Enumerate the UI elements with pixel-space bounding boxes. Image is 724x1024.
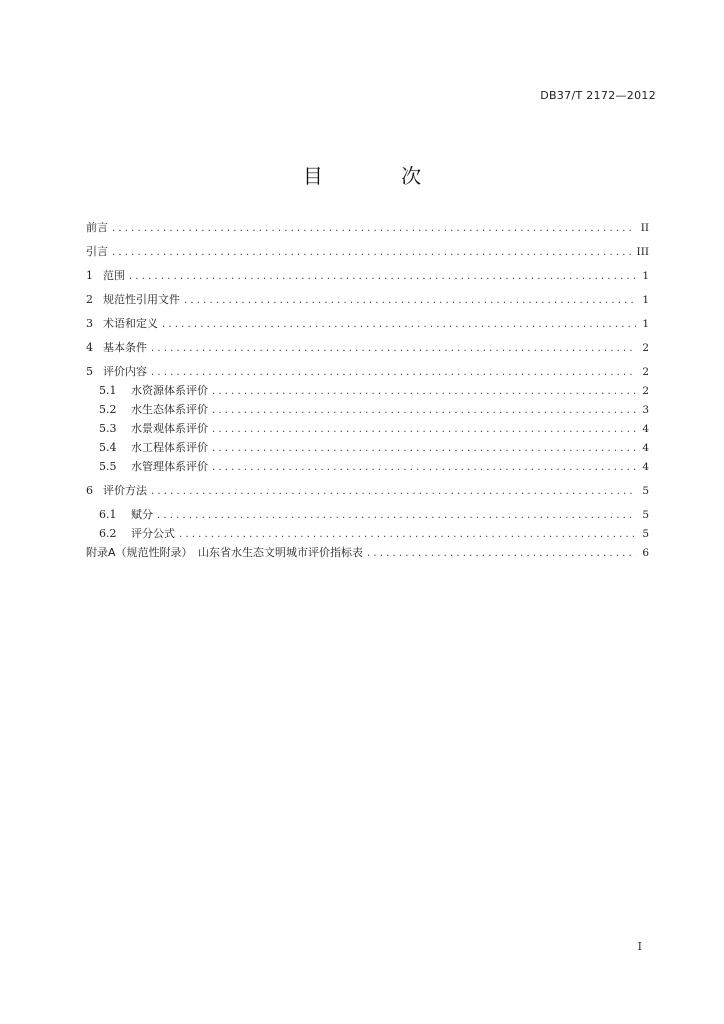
- toc-number: 3: [86, 317, 93, 330]
- toc-page-number: 1: [642, 270, 649, 282]
- toc-leader-dots: [212, 420, 636, 439]
- toc-page-number: 1: [642, 294, 649, 306]
- toc-entry-terms-definitions[interactable]: [86, 314, 649, 333]
- toc-entry-introduction[interactable]: [86, 242, 649, 261]
- toc-label: 附录A（规范性附录） 山东省水生态文明城市评价指标表: [86, 546, 364, 559]
- toc-label: 引言: [86, 245, 108, 258]
- toc-label: 基本条件: [103, 341, 147, 354]
- toc-entry-foreword[interactable]: [86, 218, 649, 237]
- toc-label: 评价方法: [103, 484, 147, 497]
- toc-number: 5: [86, 365, 93, 378]
- toc-number: 6.1: [99, 508, 117, 521]
- toc-number: 6: [86, 484, 93, 497]
- toc-leader-dots: [151, 363, 636, 382]
- toc-label: 术语和定义: [103, 317, 158, 330]
- toc-entry-5-2[interactable]: [86, 400, 649, 419]
- page-title: 目 次: [302, 164, 458, 188]
- toc-leader-dots: [151, 339, 636, 358]
- toc-leader-dots: [112, 219, 636, 238]
- toc-label: 水资源体系评价: [131, 384, 208, 397]
- table-of-contents: [86, 218, 649, 562]
- toc-leader-dots: [367, 544, 636, 563]
- toc-number: 5.3: [99, 422, 117, 435]
- footer-page-number: I: [637, 940, 642, 953]
- standard-code: DB37/T 2172—2012: [540, 89, 656, 102]
- toc-leader-dots: [129, 267, 636, 286]
- toc-page-number: 3: [642, 404, 649, 416]
- toc-entry-5-5[interactable]: [86, 457, 649, 476]
- toc-entry-basic-conditions[interactable]: [86, 338, 649, 357]
- toc-label: 规范性引用文件: [103, 293, 180, 306]
- toc-label: 评价内容: [103, 365, 147, 378]
- toc-entry-evaluation-method[interactable]: [86, 481, 649, 500]
- toc-page-number: 6: [642, 547, 649, 559]
- toc-entry-6-1[interactable]: [86, 505, 649, 524]
- toc-page-number: 4: [642, 423, 649, 435]
- toc-number: 5.1: [99, 384, 117, 397]
- toc-label: 赋分: [131, 508, 153, 521]
- toc-leader-dots: [212, 382, 636, 401]
- toc-leader-dots: [212, 439, 636, 458]
- toc-page-number: 1: [642, 318, 649, 330]
- toc-label: 水生态体系评价: [131, 403, 208, 416]
- toc-number: 1: [86, 269, 93, 282]
- toc-label: 评分公式: [131, 527, 175, 540]
- toc-leader-dots: [184, 291, 636, 310]
- toc-number: 6.2: [99, 527, 117, 540]
- toc-label: 范围: [103, 269, 125, 282]
- toc-entry-5-4[interactable]: [86, 438, 649, 457]
- toc-page-number: 5: [642, 509, 649, 521]
- toc-page-number: III: [636, 246, 649, 258]
- toc-entry-6-2[interactable]: [86, 524, 649, 543]
- toc-leader-dots: [212, 458, 636, 477]
- toc-number: 5.2: [99, 403, 117, 416]
- toc-entry-appendix-a[interactable]: [86, 543, 649, 562]
- toc-label: 水管理体系评价: [131, 460, 208, 473]
- toc-leader-dots: [162, 315, 636, 334]
- toc-leader-dots: [212, 401, 636, 420]
- toc-page-number: 5: [642, 485, 649, 497]
- toc-number: 4: [86, 341, 93, 354]
- toc-entry-5-1[interactable]: [86, 381, 649, 400]
- toc-entry-normative-references[interactable]: [86, 290, 649, 309]
- toc-label: 水工程体系评价: [131, 441, 208, 454]
- toc-leader-dots: [112, 243, 632, 262]
- toc-entry-evaluation-content[interactable]: [86, 362, 649, 381]
- toc-page-number: 5: [642, 528, 649, 540]
- toc-number: 5.4: [99, 441, 117, 454]
- toc-page-number: II: [640, 222, 649, 234]
- toc-entry-5-3[interactable]: [86, 419, 649, 438]
- toc-label: 前言: [86, 221, 108, 234]
- toc-leader-dots: [151, 482, 636, 501]
- toc-page-number: 4: [642, 461, 649, 473]
- toc-label: 水景观体系评价: [131, 422, 208, 435]
- toc-page-number: 2: [642, 385, 649, 397]
- toc-page-number: 2: [642, 342, 649, 354]
- toc-page-number: 2: [642, 366, 649, 378]
- toc-leader-dots: [179, 525, 636, 544]
- toc-number: 5.5: [99, 460, 117, 473]
- toc-entry-scope[interactable]: [86, 266, 649, 285]
- toc-leader-dots: [157, 506, 636, 525]
- toc-number: 2: [86, 293, 93, 306]
- toc-page-number: 4: [642, 442, 649, 454]
